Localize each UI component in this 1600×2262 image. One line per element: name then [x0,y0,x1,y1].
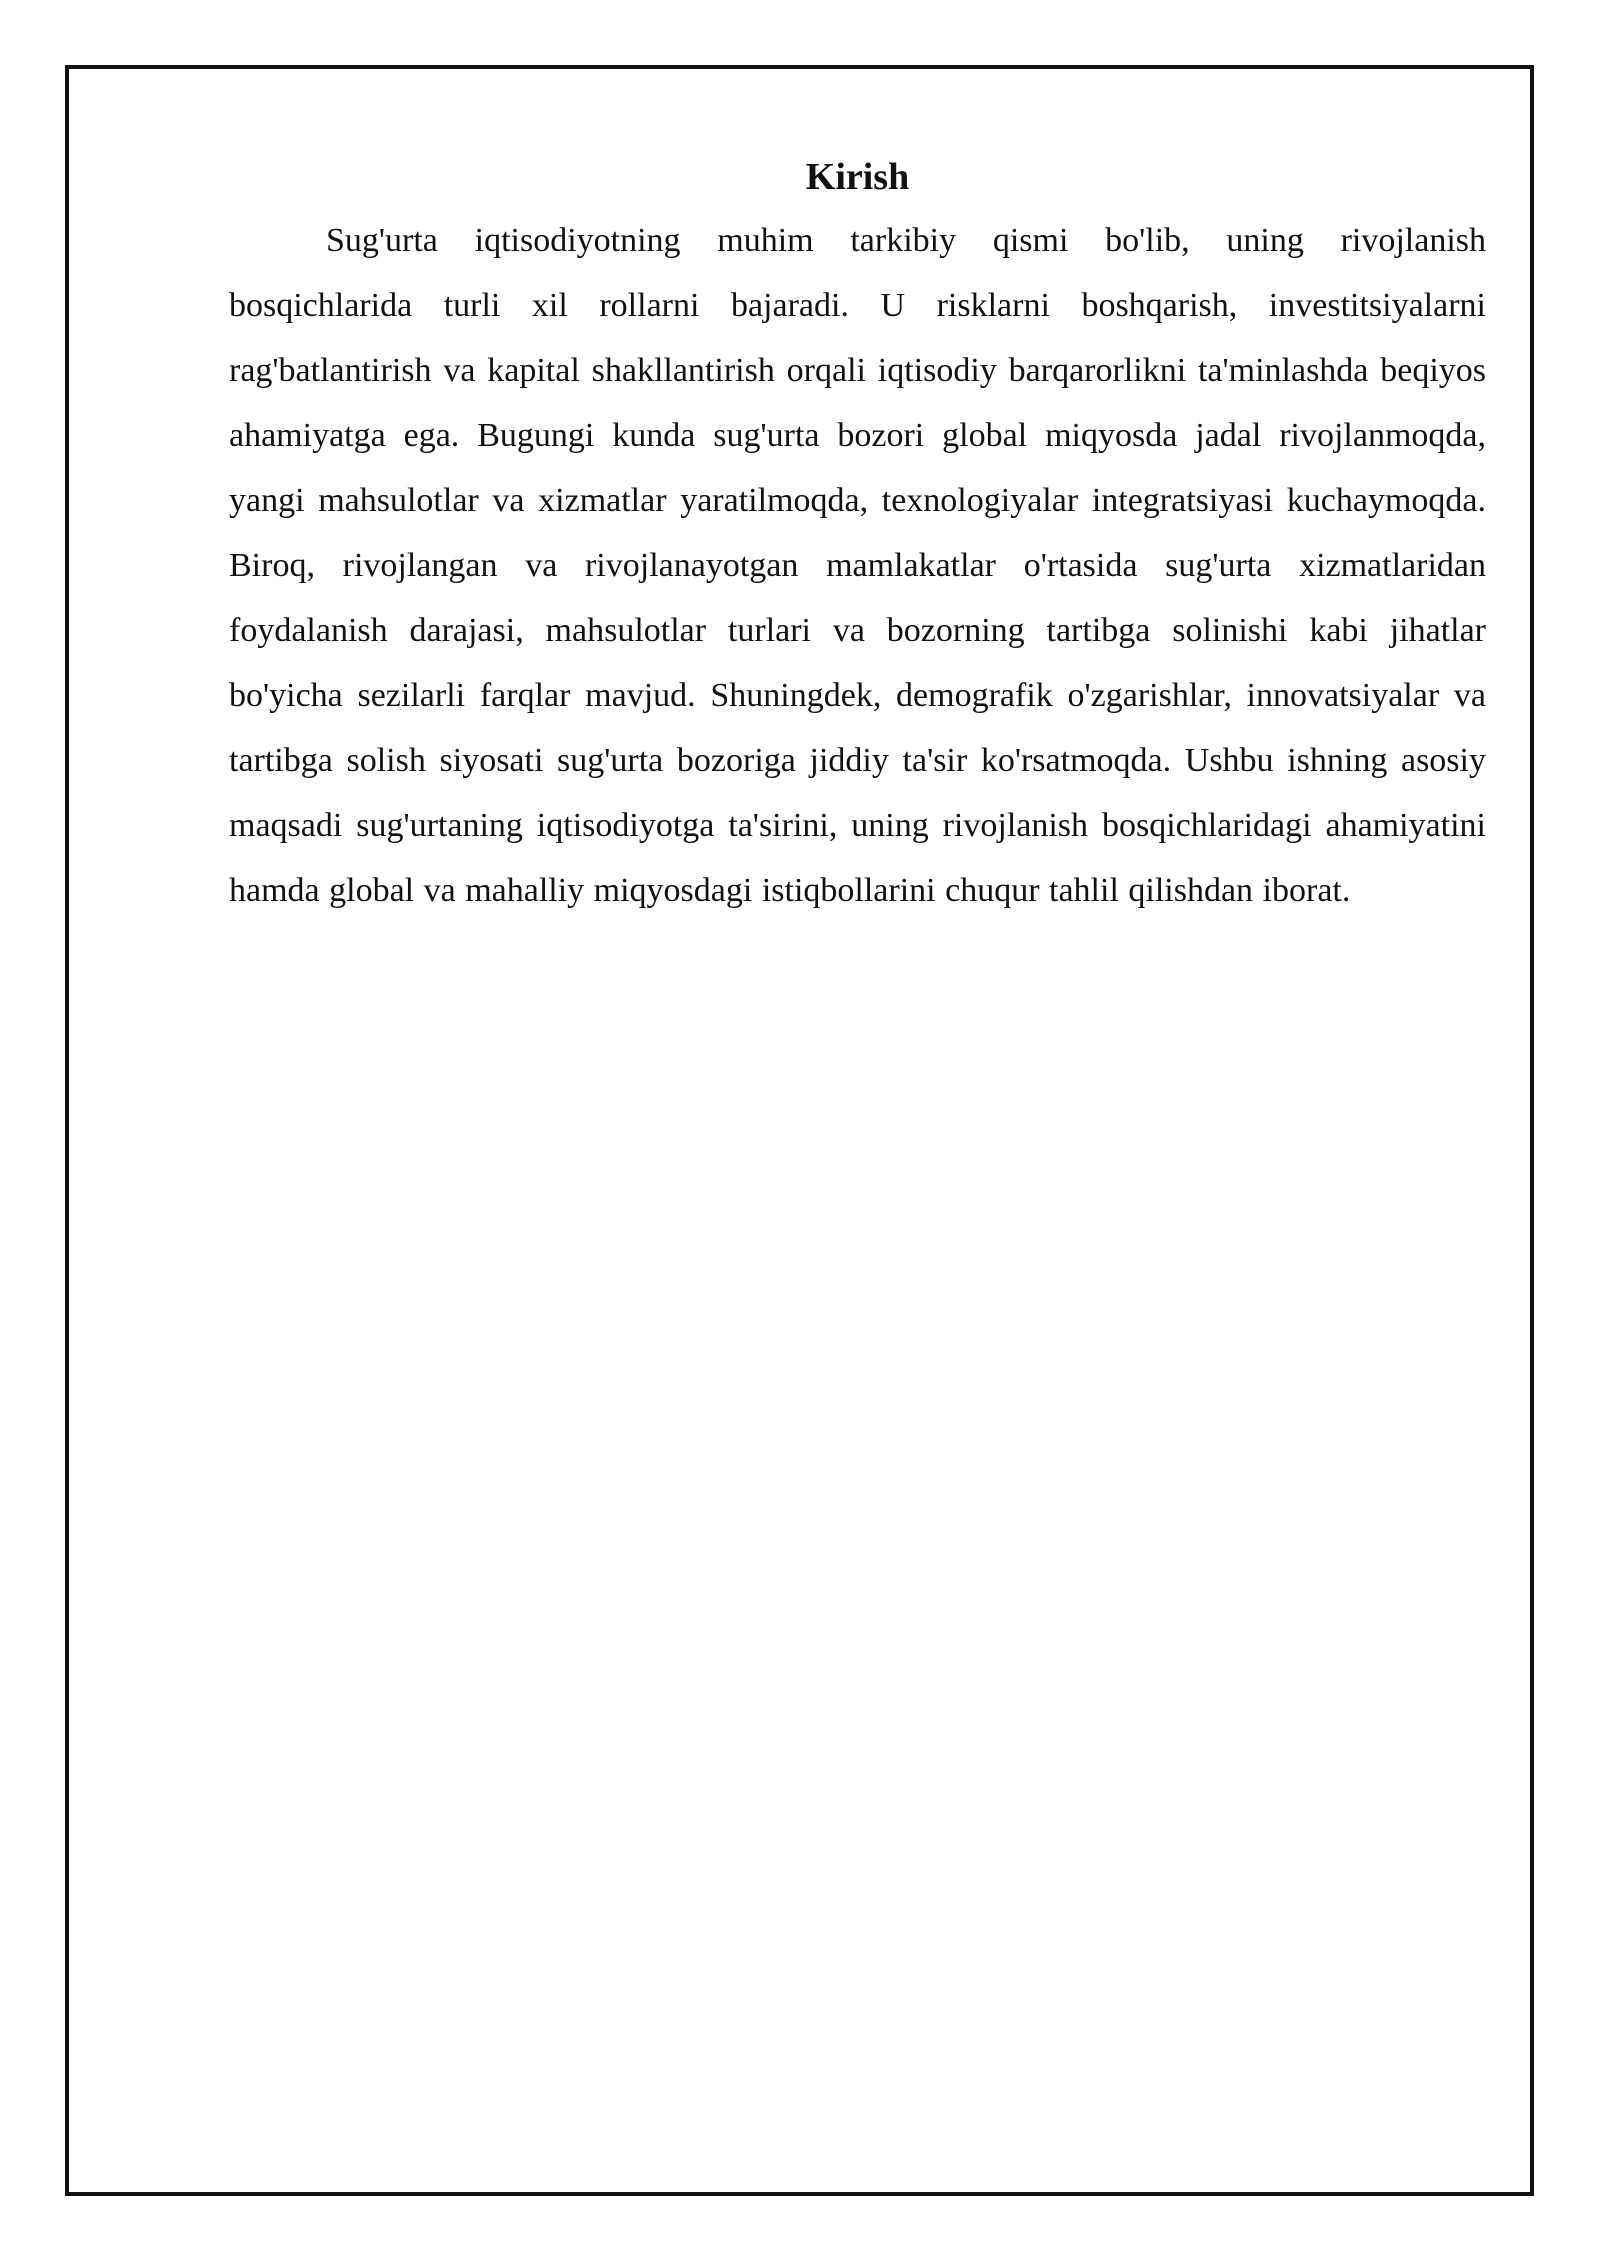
introduction-paragraph: Sug'urta iqtisodiyotning muhim tarkibiy qismi bo'lib, uning rivojlanish bosqichlarida turli xil rollarni bajaradi. U risklarni boshqarish, investitsiyalarni rag'batlantirish va kapital shakllantirish orqali iqtisodiy barqarorlikni ta'minlashda beqiyos ahamiyatga ega. Bugungi kunda sug'urta bozori global miqyosda jadal rivojlanmoqda, yangi mahsulotlar va xizmatlar yaratilmoqda, texnologiyalar integratsiyasi kuchaymoqda. Biroq, rivojlangan va rivojlanayotgan mamlakatlar o'rtasida sug'urta xizmatlaridan foydalanish darajasi, mahsulotlar turlari va bozorning tartibga solinishi kabi jihatlar bo'yicha sezilarli farqlar mavjud. Shuningdek, demografik o'zgarishlar, innovatsiyalar va tartibga solish siyosati sug'urta bozoriga jiddiy ta'sir ko'rsatmoqda. Ushbu ishning asosiy maqsadi sug'urtaning iqtisodiyotga ta'sirini, uning rivojlanish bosqichlaridagi ahamiyatini hamda global va mahalliy miqyosdagi istiqbollarini chuqur tahlil qilishdan iborat. [229,222,1486,909]
document-content [229,150,1486,923]
document-title: Kirish [805,156,910,198]
